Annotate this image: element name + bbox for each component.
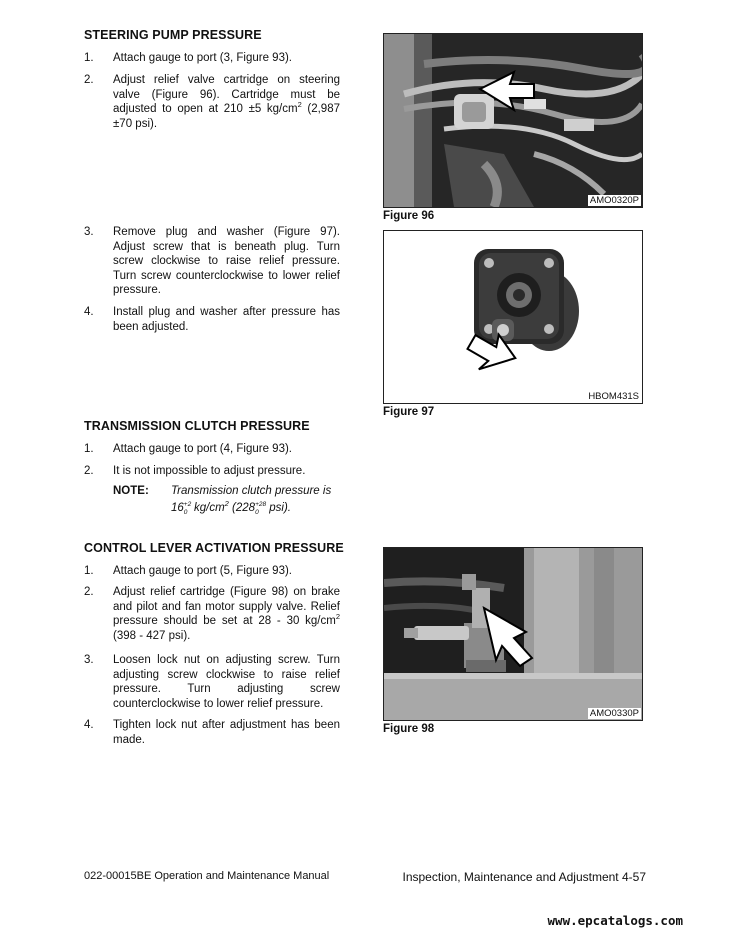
step-item <box>84 442 340 457</box>
step-text: Install plug and washer after pressure has been adjusted. <box>113 306 340 333</box>
section-heading-steering-pump: STEERING PUMP PRESSURE <box>84 28 262 42</box>
figure-caption: Figure 97 <box>383 406 435 418</box>
step-text: Attach gauge to port (5, Figure 93). <box>113 565 292 577</box>
steering-unit-photo <box>384 231 642 403</box>
superscript: 2 <box>335 612 340 622</box>
step-text <box>113 73 340 131</box>
note-unit: kg/cm <box>190 502 225 514</box>
note-value-psi: (228 <box>228 502 256 514</box>
step-item <box>84 653 340 711</box>
tolerance-upper: +2 <box>183 501 192 508</box>
step-number: 2. <box>84 586 94 598</box>
step-number: 2. <box>84 465 94 477</box>
step-item <box>84 564 340 579</box>
step-item <box>84 718 340 747</box>
step-text: Attach gauge to port (3, Figure 93). <box>113 52 292 64</box>
footer-manual-title: 022-00015BE Operation and Maintenance Manual <box>84 870 330 882</box>
step-number: 4. <box>84 306 94 318</box>
tolerance-lower: 0 <box>183 509 188 516</box>
step-text-main: Adjust relief cartridge (Figure 98) on brake and pilot and fan motor supply valve. Relief pressure should be set at 28 - 30 kg/cm <box>113 586 340 628</box>
figure-caption: Figure 96 <box>383 210 435 222</box>
step-number: 3. <box>84 654 94 666</box>
tolerance-upper: +28 <box>255 501 267 508</box>
note-line-1: Transmission clutch pressure is <box>171 485 332 497</box>
figure-code: AMO0330P <box>589 708 639 719</box>
note-label: NOTE: <box>113 485 149 497</box>
superscript: 2 <box>297 100 302 110</box>
note-line-2 <box>171 500 353 517</box>
relief-cartridge-photo <box>384 548 642 720</box>
step-number: 1. <box>84 443 94 455</box>
step-item <box>84 73 340 131</box>
tolerance <box>183 500 192 516</box>
note-block <box>113 483 353 517</box>
figure-96-photo <box>383 33 643 208</box>
step-number: 2. <box>84 74 94 86</box>
superscript: 2 <box>224 499 229 508</box>
step-item <box>84 225 340 298</box>
section-heading-transmission-clutch: TRANSMISSION CLUTCH PRESSURE <box>84 419 310 433</box>
footer-section-page: Inspection, Maintenance and Adjustment 4-57 <box>402 870 646 884</box>
tolerance <box>255 500 267 516</box>
step-text-main: Adjust relief valve cartridge on steering valve (Figure 96). Cartridge must be adjusted to open at 210 ±5 kg/cm <box>113 74 340 116</box>
figure-caption: Figure 98 <box>383 723 435 735</box>
step-item <box>84 585 340 643</box>
step-item <box>84 51 340 66</box>
figure-code: HBOM431S <box>588 391 639 402</box>
watermark: www.epcatalogs.com <box>547 913 683 928</box>
step-text: Remove plug and washer (Figure 97). Adjust screw that is beneath plug. Turn screw clockwise to raise relief pressure. Turn screw counterclockwise to lower relief pressure. <box>113 226 340 297</box>
step-text: Attach gauge to port (4, Figure 93). <box>113 443 292 455</box>
step-text: It is not impossible to adjust pressure. <box>113 465 306 477</box>
step-number: 3. <box>84 226 94 238</box>
step-text <box>113 585 340 643</box>
note-unit-psi: psi). <box>266 502 291 514</box>
step-number: 1. <box>84 565 94 577</box>
figure-code: AMO0320P <box>589 195 639 206</box>
step-text: Loosen lock nut on adjusting screw. Turn adjusting screw clockwise to raise relief pressure. Turn adjusting screw counterclockwise to lower relief pressure. <box>113 654 340 710</box>
tolerance-lower: 0 <box>255 509 259 516</box>
figure-97-photo <box>383 230 643 404</box>
step-number: 4. <box>84 719 94 731</box>
note-value: 16 <box>171 502 184 514</box>
step-item <box>84 464 340 479</box>
steering-valve-photo <box>384 34 642 207</box>
step-item <box>84 305 340 334</box>
step-text: Tighten lock nut after adjustment has been made. <box>113 719 340 746</box>
figure-98-photo <box>383 547 643 721</box>
step-number: 1. <box>84 52 94 64</box>
step-text-tail: (2,987 ±70 psi). <box>113 103 340 130</box>
section-heading-control-lever: CONTROL LEVER ACTIVATION PRESSURE <box>84 541 344 555</box>
step-text-tail: (398 - 427 psi). <box>113 629 191 642</box>
